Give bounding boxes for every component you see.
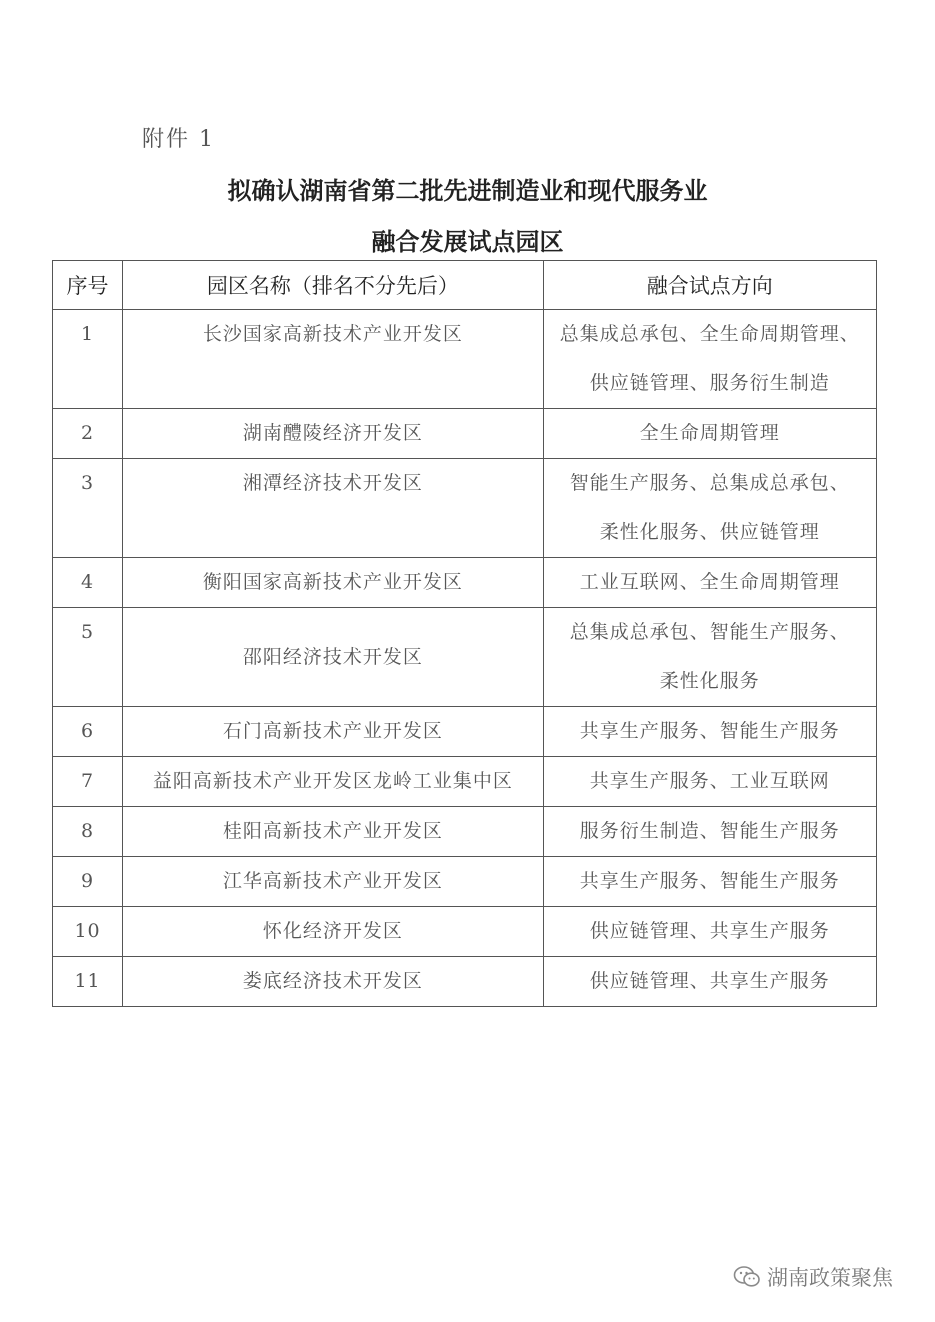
- table-row: [53, 957, 877, 1007]
- pilot-direction-line: 智能生产服务、总集成总承包、: [569, 472, 850, 494]
- park-name: 湖南醴陵经济开发区: [123, 409, 544, 459]
- park-name: 娄底经济技术开发区: [123, 957, 544, 1007]
- park-name: 衡阳国家高新技术产业开发区: [123, 558, 544, 608]
- pilot-direction-line: 共享生产服务、智能生产服务: [579, 870, 840, 892]
- pilot-direction: [543, 757, 876, 807]
- table-row: [53, 757, 877, 807]
- pilot-direction-line: 共享生产服务、智能生产服务: [579, 720, 840, 742]
- row-number: 9: [53, 857, 123, 907]
- pilot-direction-line: 供应链管理、共享生产服务: [589, 970, 830, 992]
- pilot-direction-line: 共享生产服务、工业互联网: [589, 770, 830, 792]
- row-number: 5: [53, 608, 123, 707]
- park-name: 长沙国家高新技术产业开发区: [123, 310, 544, 409]
- park-name: 邵阳经济技术开发区: [123, 608, 544, 707]
- pilot-direction-line: 总集成总承包、智能生产服务、: [569, 621, 850, 643]
- pilot-direction: [543, 608, 876, 707]
- row-number: 6: [53, 707, 123, 757]
- pilot-parks-table: [52, 260, 877, 1007]
- row-number: 11: [53, 957, 123, 1007]
- document-title-line2: 融合发展试点园区: [371, 228, 564, 256]
- row-number: 3: [53, 459, 123, 558]
- table-row: [53, 310, 877, 409]
- park-name: 湘潭经济技术开发区: [123, 459, 544, 558]
- pilot-direction: [543, 807, 876, 857]
- pilot-direction: [543, 907, 876, 957]
- park-name: 江华高新技术产业开发区: [123, 857, 544, 907]
- row-number: 1: [53, 310, 123, 409]
- header-park-name: 园区名称（排名不分先后）: [123, 261, 544, 310]
- header-serial-number: 序号: [53, 261, 123, 310]
- table-header-row: [53, 261, 877, 310]
- table-row: [53, 857, 877, 907]
- source-watermark: [733, 1262, 893, 1292]
- attachment-label: 附件 1: [142, 127, 215, 152]
- table-row: [53, 558, 877, 608]
- table-row: [53, 459, 877, 558]
- pilot-direction-line: 柔性化服务、供应链管理: [599, 521, 820, 543]
- table-row: [53, 907, 877, 957]
- row-number: 10: [53, 907, 123, 957]
- park-name: 石门高新技术产业开发区: [123, 707, 544, 757]
- table-row: [53, 707, 877, 757]
- row-number: 2: [53, 409, 123, 459]
- pilot-direction: [543, 857, 876, 907]
- pilot-direction: [543, 459, 876, 558]
- pilot-direction-line: 工业互联网、全生命周期管理: [579, 571, 840, 593]
- row-number: 7: [53, 757, 123, 807]
- pilot-direction: [543, 707, 876, 757]
- table-row: [53, 807, 877, 857]
- header-pilot-direction: 融合试点方向: [543, 261, 876, 310]
- pilot-direction: [543, 558, 876, 608]
- park-name: 益阳高新技术产业开发区龙岭工业集中区: [123, 757, 544, 807]
- table-row: [53, 409, 877, 459]
- table-row: [53, 608, 877, 707]
- pilot-direction-line: 供应链管理、共享生产服务: [589, 920, 830, 942]
- pilot-direction-line: 供应链管理、服务衍生制造: [589, 372, 830, 394]
- pilot-direction-line: 全生命周期管理: [639, 422, 780, 444]
- row-number: 4: [53, 558, 123, 608]
- park-name: 桂阳高新技术产业开发区: [123, 807, 544, 857]
- pilot-direction: [543, 957, 876, 1007]
- park-name: 怀化经济开发区: [123, 907, 544, 957]
- row-number: 8: [53, 807, 123, 857]
- document-title-line1: 拟确认湖南省第二批先进制造业和现代服务业: [227, 177, 708, 205]
- pilot-direction-line: 总集成总承包、全生命周期管理、: [559, 323, 860, 345]
- pilot-direction-line: 柔性化服务: [659, 670, 760, 692]
- pilot-direction: [543, 310, 876, 409]
- pilot-direction: [543, 409, 876, 459]
- wechat-icon: [733, 1265, 761, 1289]
- pilot-direction-line: 服务衍生制造、智能生产服务: [579, 820, 840, 842]
- watermark-text: 湖南政策聚焦: [767, 1266, 893, 1290]
